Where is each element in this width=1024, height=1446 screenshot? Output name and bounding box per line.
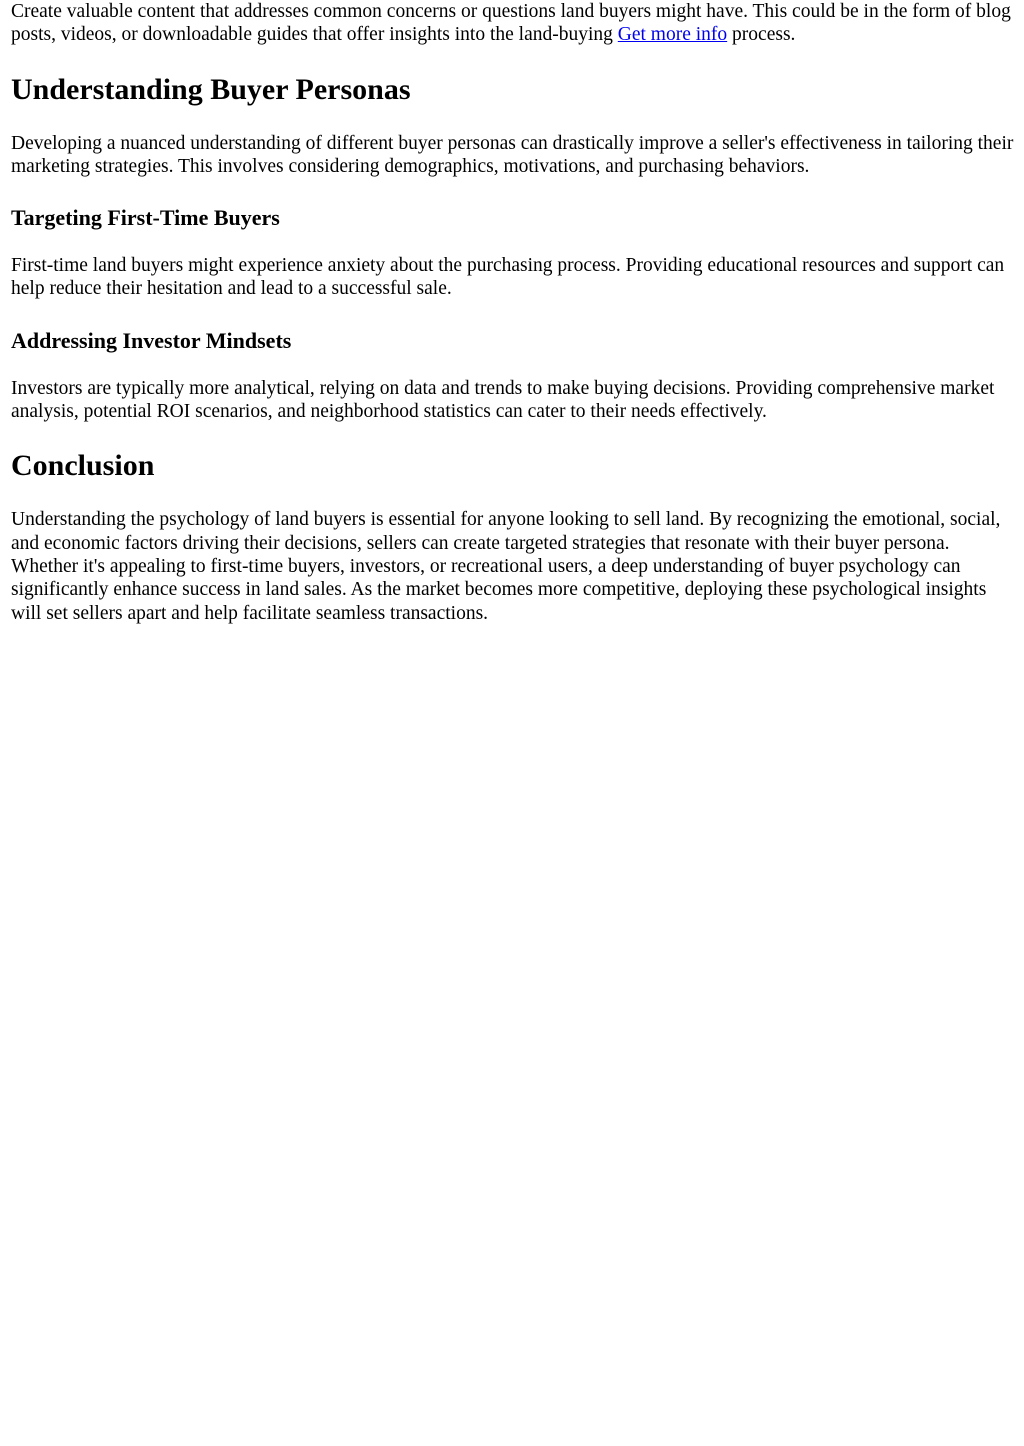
paragraph-conclusion: Understanding the psychology of land buyers is essential for anyone looking to sell land. By recognizing the emotional, social, and economic factors driving their decisions, sellers can create targeted strategies that resonate with their buyer persona. Whether it's appealing to first-time buyers, investors, or recreational users, a deep understanding of buyer psychology can significantly enhance success in land sales. As the market becomes more competitive, deploying these psychological insights will set sellers apart and help facilitate seamless transactions. — [11, 509, 1001, 624]
heading-conclusion: Conclusion — [11, 449, 155, 483]
paragraph-first-time-buyers: First-time land buyers might experience anxiety about the purchasing process. Providing educational resources and support can help reduce their hesitation and lead to a successful sale. — [11, 255, 1005, 300]
heading-addressing-investor-mindsets: Addressing Investor Mindsets — [11, 327, 292, 353]
paragraph-buyer-personas: Developing a nuanced understanding of different buyer personas can drastically improve a seller's effectiveness in tailoring their marketing strategies. This involves considering demographics, motivations, and purchasing behaviors. — [11, 132, 1014, 177]
intro-text-before-link: Create valuable content that addresses common concerns or questions land buyers might have. This could be in the form of blog posts, videos, or downloadable guides that offer insights into the land-buying — [11, 1, 1011, 46]
heading-targeting-first-time-buyers: Targeting First-Time Buyers — [11, 205, 280, 231]
intro-text-after-link: process. — [727, 24, 796, 46]
article — [0, 0, 1024, 625]
heading-understanding-buyer-personas: Understanding Buyer Personas — [11, 72, 411, 106]
paragraph-investor-mindsets: Investors are typically more analytical, relying on data and trends to make buying decisions. Providing comprehensive market analysis, potential ROI scenarios, and neighborhood statistics can cater to their needs effectively. — [11, 377, 995, 423]
intro-paragraph — [11, 0, 1014, 47]
get-more-info-link[interactable]: Get more info — [617, 24, 728, 46]
